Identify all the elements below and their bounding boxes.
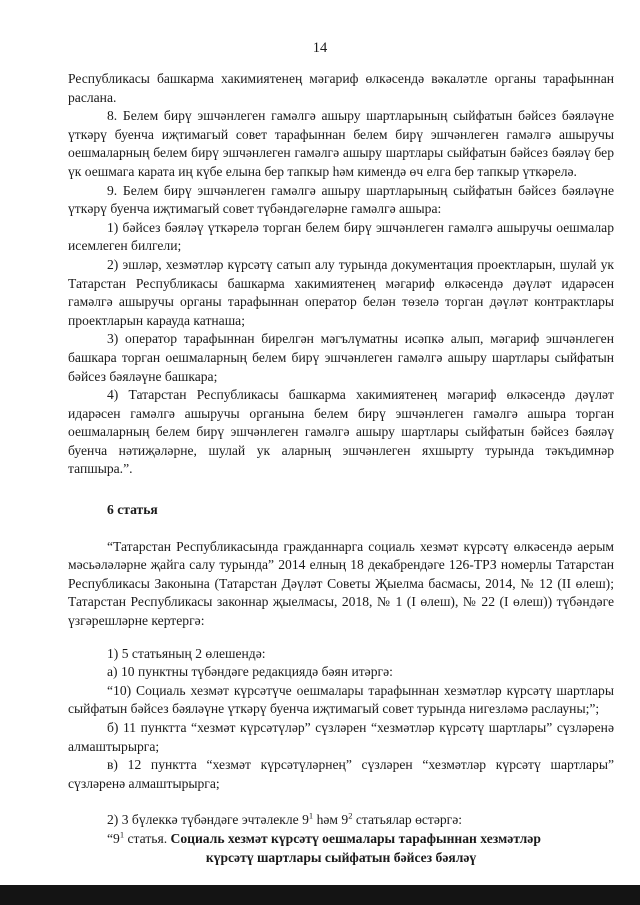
scan-edge-bar <box>0 885 640 905</box>
list-item <box>68 811 614 830</box>
document-body <box>68 70 614 867</box>
paragraph: “Татарстан Республикасында гражданнарга социаль хезмәт күрсәтү өлкәсендә аерым мәсьәләләрне җайга салу турында” 2014 елның 18 декабрендәге 126-ТРЗ номерлы Татарстан Республикасы Законына (Татарстан Дәүләт Советы Җыелма басмасы, 2014, № 12 (II өлеш); Татарстан Республикасы законнар җыелмасы, 2018, № 1 (I өлеш), № 22 (I өлеш)) түбәндәге үзгәрешләрне кертергә: <box>68 538 614 629</box>
text-run: 2) 3 бүлеккә түбәндәге эчтәлекле 9 <box>107 812 309 828</box>
paragraph: Республикасы башкарма хакимиятенең мәгариф өлкәсендә вәкаләтле органы тарафыннан раслана. <box>68 71 614 105</box>
superscript: 2 <box>348 810 353 821</box>
list-item: 1) 5 статьяның 2 өлешендә: <box>107 645 266 661</box>
text-run: статьялар өстәргә: <box>352 812 463 828</box>
list-item: 1) бәйсез бәяләү үткәрелә торган белем бирү эшчәнлеген гамәлгә ашыручы оешмалар исемлеген билгели; <box>68 219 614 254</box>
article-title-bold: Социаль хезмәт күрсәтү оешмалары тарафыннан хезмәтләр <box>170 830 541 846</box>
article-title <box>68 830 614 849</box>
article-title-continued: күрсәтү шартлары сыйфатын бәйсез бәяләү <box>205 849 477 865</box>
list-item: 4) Татарстан Республикасы башкарма хакимиятенең мәгариф өлкәсендә дәүләт идарәсен гамәлгә ашыручы органына белем бирү эшчәнлеген гамәлгә ашыра торган оешмаларның белем бирү эшчәнлеген гамәлгә ашыру шартлары сыйфатын бәйсез бәяләү буенча нәтиҗәләрне, шулай ук аларның эшчәнлеген яхшырту турында тәкъдимнәр тапшыра.”. <box>68 387 614 477</box>
superscript: 1 <box>308 810 314 821</box>
list-item: 3) оператор тарафыннан бирелгән мәгълүматны исәпкә алып, мәгариф эшчәнлеген башкара торган оешмаларның белем бирү эшчәнлеген гамәлгә ашыру шартлары сыйфатын бәйсез бәяләүне башкара; <box>68 331 614 384</box>
paragraph: 9. Белем бирү эшчәнлеген гамәлгә ашыру шартларының сыйфатын бәйсез бәяләүне үткәрү буенча иҗтимагый совет түбәндәгеләрне гамәлгә ашыра: <box>68 182 614 217</box>
article-heading: 6 статья <box>107 502 158 518</box>
text-run: һәм 9 <box>313 812 349 828</box>
list-item: 2) эшләр, хезмәтләр күрсәтү сатып алу турында документация проектларын, шулай ук Татарстан Республикасы башкарма хакимиятенең мәгариф өлкәсендә дәүләт идарәсен гамәлгә ашыручы органы тарафыннан оператор белән төзелә торган дәүләт контрактлары проектларын карауда катнаша; <box>68 256 614 328</box>
paragraph: “10) Социаль хезмәт күрсәтүче оешмалары тарафыннан хезмәтләр күрсәтү шартлары сыйфатын бәйсез бәяләүне үткәрү буенча иҗтимагый совет турында нигезләмә раслауны;”; <box>68 682 614 717</box>
list-item: в) 12 пунктта “хезмәт күрсәтүләрнең” сүзләрен “хезмәтләр күрсәтү шартлары” сүзләренә алмаштырырга; <box>68 757 614 791</box>
text-run: статья. <box>124 830 171 846</box>
list-item: а) 10 пунктны түбәндәге редакциядә бәян итәргә: <box>107 664 393 680</box>
page-number: 14 <box>312 40 328 56</box>
paragraph: 8. Белем бирү эшчәнлеген гамәлгә ашыру шартларының сыйфатын бәйсез бәяләүне үткәрү буенча иҗтимагый совет тарафыннан белем бирү эшчәнлеген гамәлгә ашыручы оешмаларның белем бирү эшчәнлеген гамәлгә ашыру шартлары сыйфатын бәйсез бәяләү бер үк оешмага карата иң күбе елына бер тапкыр һәм кимендә өч елга бер тапкыр үткәрелә. <box>68 108 614 179</box>
superscript: 1 <box>119 829 125 840</box>
list-item: б) 11 пунктта “хезмәт күрсәтүләр” сүзләрен “хезмәтләр күрсәтү шартлары” сүзләренә алмаштырырга; <box>68 720 614 754</box>
text-run: “9 <box>107 830 120 846</box>
